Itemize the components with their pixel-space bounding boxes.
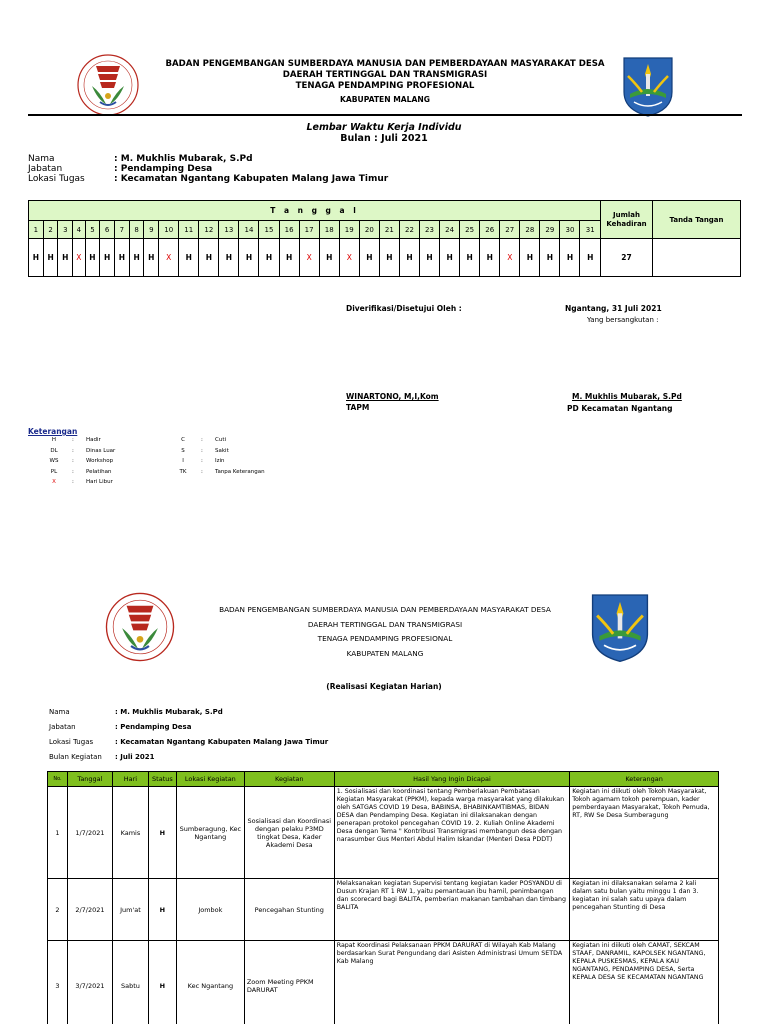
day-number-cell: 3 — [58, 221, 73, 239]
activity-col-header: Tanggal — [67, 772, 112, 787]
day-number-cell: 17 — [299, 221, 319, 239]
activity-cell-no: 3 — [48, 941, 68, 1024]
info2-label-bulan: Bulan Kegiatan — [49, 753, 102, 761]
attendance-mark-cell: H — [43, 239, 58, 277]
activity-row — [48, 787, 719, 879]
legend-code: X — [52, 479, 56, 485]
legend-code: TK — [179, 468, 187, 475]
legend-colon: : — [201, 437, 203, 443]
day-number-cell: 2 — [43, 221, 58, 239]
legend-code: WS — [49, 458, 59, 464]
activity-cell-kegiatan: Pencegahan Stunting — [244, 879, 334, 941]
info2-value-jabatan: : Pendamping Desa — [115, 723, 192, 731]
activity-col-header: Status — [148, 772, 176, 787]
day-number-cell: 6 — [100, 221, 115, 239]
attendance-mark-cell: H — [540, 239, 560, 277]
info-label-jabatan: Jabatan — [28, 164, 63, 174]
activity-cell-lokasi: Sumberagung, Kec Ngantang — [176, 787, 244, 879]
day-number-cell: 19 — [339, 221, 359, 239]
day-number-cell: 23 — [419, 221, 439, 239]
day-number-cell: 20 — [359, 221, 379, 239]
activity-cell-keterangan: Kegiatan ini diikuti oleh Tokoh Masyarakat, Tokoh agamam tokoh perempuan, kader pemberdayaan Masyarakat, Tokoh Pemuda, RT, RW Se Desa Sumberagung — [570, 787, 719, 879]
header-line-1: BADAN PENGEMBANGAN SUMBERDAYA MANUSIA DAN PEMBERDAYAAN MASYARAKAT DESA — [165, 59, 605, 69]
activity-cell-hari: Kamis — [112, 787, 148, 879]
ttd-header: Tanda Tangan — [653, 201, 741, 239]
activity-cell-hasil: Melaksanakan kegiatan Supervisi tentang kegiatan kader POSYANDU di Dusun Krajan RT 1 RW 1, yaitu pemantauan ibu hamil, penimbangan dan scorecard bagi BALITA, pemberian makanan tambahan dan timbang BALITA — [334, 879, 570, 941]
legend-code: C — [181, 437, 185, 443]
header2-line-3: TENAGA PENDAMPING PROFESIONAL — [317, 634, 453, 643]
activity-cell-status: H — [148, 787, 176, 879]
legend-desc: Hadir — [86, 437, 101, 443]
attendance-mark-cell: H — [100, 239, 115, 277]
activity-table — [47, 771, 719, 1024]
concerned-label: Yang bersangkutan : — [587, 316, 659, 324]
activity-cell-keterangan: Kegiatan ini dilaksanakan selama 2 kali dalam satu bulan yaitu minggu 1 dan 3. kegiatan ini salah satu upaya dalam pencegahan Stunting di Desa — [570, 879, 719, 941]
activity-cell-no: 2 — [48, 879, 68, 941]
header-block-2 — [170, 603, 600, 661]
activity-cell-tanggal: 3/7/2021 — [67, 941, 112, 1024]
legend-code: H — [51, 437, 57, 443]
activity-table-header — [48, 772, 719, 787]
attendance-table — [28, 200, 741, 277]
legend-colon: : — [201, 468, 203, 475]
legend-desc: Cuti — [215, 437, 227, 443]
activity-cell-status: H — [148, 941, 176, 1024]
day-number-cell: 27 — [500, 221, 520, 239]
tanggal-header: T a n g g a l — [29, 201, 601, 221]
day-number-cell: 14 — [239, 221, 259, 239]
kemendes-logo-2 — [102, 590, 178, 664]
employee-info-2 — [49, 705, 328, 765]
header-divider — [28, 114, 742, 116]
attendance-mark-cell: H — [440, 239, 460, 277]
doc-title: Lembar Waktu Kerja Individu — [306, 122, 462, 133]
day-number-cell: 12 — [199, 221, 219, 239]
attendance-mark-cell: H — [179, 239, 199, 277]
attendance-mark-cell: H — [29, 239, 44, 277]
activity-cell-status: H — [148, 879, 176, 941]
day-number-cell: 22 — [399, 221, 419, 239]
info2-value-bulan: : Juli 2021 — [115, 753, 155, 761]
verifier-role: TAPM — [346, 403, 370, 412]
attendance-mark-cell: H — [379, 239, 399, 277]
attendance-mark-cell: H — [85, 239, 100, 277]
activity-cell-kegiatan: Sosialisasi dan Koordinasi dengan pelaku P3MD tingkat Desa, Kader Akademi Desa — [244, 787, 334, 879]
day-number-cell: 18 — [319, 221, 339, 239]
header-line-3: TENAGA PENDAMPING PROFESIONAL — [295, 81, 475, 91]
day-number-cell: 13 — [219, 221, 239, 239]
legend-colon: : — [72, 437, 74, 443]
activity-cell-hasil: 1. Sosialisasi dan koordinasi tentang Pemberlakuan Pembatasan Kegiatan Masyarakat (PPKM), kepada warga masyarakat yang dilakukan oleh SATGAS COVID 19 Desa, BABINSA, BHABINKAMTIBMAS, BIDAN DESA dan Pendamping Desa. Kegiatan ini dilaksanakan dengan penerapan protokol pencegahan COVID 19. 2. Kuliah Online Akademi Desa dengan Tema " Kontribusi Transmigrasi membangun desa dengan narasumber Gus Menteri Abdul Halim Iskandar (Menteri Desa PDDT) — [334, 787, 570, 879]
signer-role: PD Kecamatan Ngantang — [567, 404, 673, 413]
attendance-mark-cell: H — [259, 239, 279, 277]
signature-cell — [653, 239, 741, 277]
signer-name: M. Mukhlis Mubarak, S.Pd — [572, 392, 682, 401]
attendance-mark-cell: X — [73, 239, 85, 277]
attendance-mark-cell: H — [319, 239, 339, 277]
info-value-jabatan: : Pendamping Desa — [114, 164, 213, 174]
attendance-mark-cell: H — [399, 239, 419, 277]
activity-col-header: Hasil Yang Ingin Dicapai — [334, 772, 570, 787]
attendance-mark-cell: H — [560, 239, 580, 277]
legend-code: DL — [50, 447, 58, 454]
header2-line-1: BADAN PENGEMBANGAN SUMBERDAYA MANUSIA DAN PEMBERDAYAAN MASYARAKAT DESA — [219, 605, 551, 614]
activity-row — [48, 879, 719, 941]
info2-label-jabatan: Jabatan — [49, 723, 76, 731]
day-number-cell: 4 — [73, 221, 85, 239]
legend-desc: Hari Libur — [86, 479, 113, 485]
attendance-mark-cell: H — [520, 239, 540, 277]
activity-cell-hasil: Rapat Koordinasi Pelaksanaan PPKM DARURAT di Wilayah Kab Malang berdasarkan Surat Pengundang dari Asisten Administrasi Umum SETDA Kab Malang — [334, 941, 570, 1024]
day-number-cell: 21 — [379, 221, 399, 239]
date-place: Ngantang, 31 Juli 2021 — [565, 304, 662, 313]
day-number-cell: 31 — [580, 221, 601, 239]
activity-col-header: Hari — [112, 772, 148, 787]
attendance-mark-cell: H — [129, 239, 144, 277]
attendance-mark-cell: H — [359, 239, 379, 277]
activity-row — [48, 941, 719, 1024]
activity-col-header: No. — [48, 772, 68, 787]
day-number-cell: 5 — [85, 221, 100, 239]
legend-colon: : — [72, 447, 74, 454]
attendance-mark-cell: H — [460, 239, 480, 277]
header-block — [140, 59, 630, 105]
legend-desc: Pelatihan — [86, 468, 112, 475]
day-number-cell: 25 — [460, 221, 480, 239]
legend-desc: Izin — [215, 458, 225, 464]
info-label-lokasi: Lokasi Tugas — [28, 174, 85, 184]
day-number-cell: 29 — [540, 221, 560, 239]
legend-colon: : — [72, 468, 74, 475]
kemendes-logo — [74, 52, 142, 118]
activity-cell-lokasi: Kec Ngantang — [176, 941, 244, 1024]
activity-cell-tanggal: 2/7/2021 — [67, 879, 112, 941]
attendance-mark-cell: X — [339, 239, 359, 277]
activity-cell-hari: Sabtu — [112, 941, 148, 1024]
header-line-4: KABUPATEN MALANG — [340, 95, 430, 104]
activity-col-header: Keterangan — [570, 772, 719, 787]
attendance-total: 27 — [601, 239, 653, 277]
day-number-cell: 1 — [29, 221, 44, 239]
day-number-cell: 9 — [144, 221, 159, 239]
activity-cell-kegiatan: Zoom Meeting PPKM DARURAT — [244, 941, 334, 1024]
attendance-mark-cell: H — [239, 239, 259, 277]
attendance-mark-cell: H — [115, 239, 130, 277]
info2-label-lokasi: Lokasi Tugas — [49, 738, 94, 746]
day-number-cell: 8 — [129, 221, 144, 239]
legend-code: I — [182, 458, 184, 464]
attendance-mark-cell: X — [500, 239, 520, 277]
info2-value-lokasi: : Kecamatan Ngantang Kabupaten Malang Jawa Timur — [115, 738, 329, 746]
legend-desc: Tanpa Keterangan — [215, 468, 265, 475]
attendance-mark-cell: H — [279, 239, 299, 277]
info2-value-nama: : M. Mukhlis Mubarak, S.Pd — [115, 708, 223, 716]
activity-cell-no: 1 — [48, 787, 68, 879]
header2-line-4: KABUPATEN MALANG — [346, 648, 424, 658]
activity-cell-tanggal: 1/7/2021 — [67, 787, 112, 879]
attendance-mark-cell: X — [159, 239, 179, 277]
day-number-cell: 30 — [560, 221, 580, 239]
day-number-cell: 16 — [279, 221, 299, 239]
doc2-title: (Realisasi Kegiatan Harian) — [326, 682, 442, 691]
attendance-mark-cell: H — [480, 239, 500, 277]
attendance-mark-cell: H — [58, 239, 73, 277]
info-value-lokasi: : Kecamatan Ngantang Kabupaten Malang Jawa Timur — [114, 174, 389, 184]
attendance-mark-cell: H — [199, 239, 219, 277]
legend-desc: Sakit — [215, 447, 229, 454]
attendance-mark-cell: X — [299, 239, 319, 277]
legend-colon: : — [72, 458, 74, 464]
legend-desc: Workshop — [86, 458, 114, 464]
attendance-mark-cell: H — [144, 239, 159, 277]
legend-title: Keterangan — [28, 427, 78, 436]
legend-colon: : — [201, 458, 203, 464]
day-number-cell: 10 — [159, 221, 179, 239]
day-number-cell: 28 — [520, 221, 540, 239]
header-line-2: DAERAH TERTINGGAL DAN TRANSMIGRASI — [282, 70, 488, 80]
legend-code: S — [181, 447, 185, 454]
activity-cell-hari: Jum'at — [112, 879, 148, 941]
jumlah-header: Jumlah Kehadiran — [601, 201, 653, 239]
employee-info — [28, 154, 388, 184]
legend-desc: Dinas Luar — [86, 447, 116, 454]
attendance-mark-row — [29, 239, 741, 277]
verifier-name: WINARTONO, M,I,Kom — [346, 392, 439, 401]
info2-label-nama: Nama — [49, 708, 70, 716]
day-number-cell: 24 — [440, 221, 460, 239]
day-number-cell: 11 — [179, 221, 199, 239]
activity-col-header: Kegiatan — [244, 772, 334, 787]
day-number-cell: 15 — [259, 221, 279, 239]
attendance-mark-cell: H — [419, 239, 439, 277]
legend-colon: : — [201, 447, 203, 454]
legend-code: PL — [50, 468, 58, 475]
attendance-mark-cell: H — [219, 239, 239, 277]
header2-line-2: DAERAH TERTINGGAL DAN TRANSMIGRASI — [307, 619, 463, 629]
activity-col-header: Lokasi Kegiatan — [176, 772, 244, 787]
activity-cell-lokasi: Jombok — [176, 879, 244, 941]
attendance-mark-cell: H — [580, 239, 601, 277]
activity-cell-keterangan: Kegiatan ini diikuti oleh CAMAT, SEKCAM STAAF, DANRAMIL, KAPOLSEK NGANTANG, KEPALA PUSKESMAS, KEPALA KAU NGANTANG, PENDAMPING DESA, Serta KEPALA DESA SE KECAMATAN NGANTANG — [570, 941, 719, 1024]
legend-colon: : — [72, 479, 74, 485]
info-label-nama: Nama — [28, 154, 55, 164]
doc-subtitle: Bulan : Juli 2021 — [340, 133, 428, 144]
day-number-cell: 7 — [115, 221, 130, 239]
day-number-cell: 26 — [480, 221, 500, 239]
verified-label: Diverifikasi/Disetujui Oleh : — [346, 304, 462, 313]
info-value-nama: : M. Mukhlis Mubarak, S.Pd — [114, 154, 253, 164]
